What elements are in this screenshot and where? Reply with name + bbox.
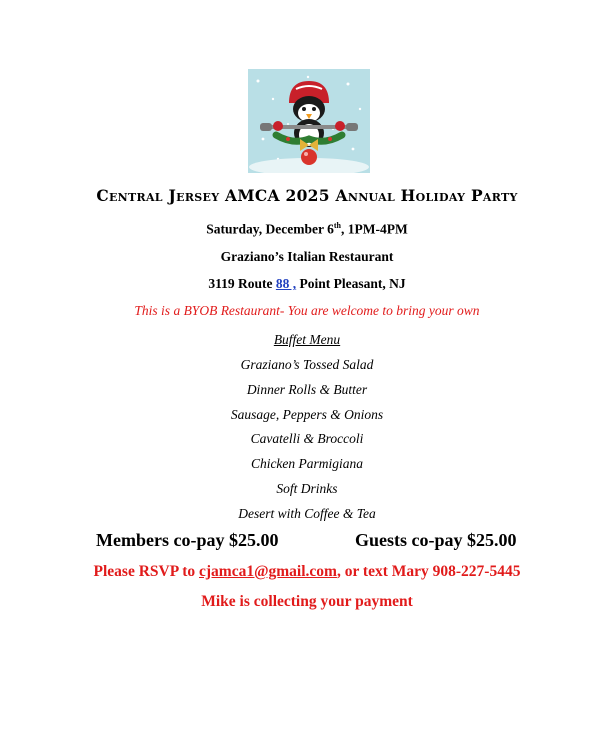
date-main: Saturday, December 6 <box>206 221 334 237</box>
byob-note: This is a BYOB Restaurant- You are welcome to bring your own <box>134 303 480 318</box>
menu-item: Cavatelli & Broccoli <box>250 431 364 446</box>
menu-item: Sausage, Peppers & Onions <box>230 407 384 422</box>
menu-heading: Buffet Menu <box>273 332 341 347</box>
payment-note: Mike is collecting your payment <box>201 593 413 610</box>
menu-item: Soft Drinks <box>276 481 338 496</box>
members-copay: Members co-pay $25.00 <box>96 530 279 550</box>
venue-address <box>0 276 614 292</box>
rsvp-suffix: , or text Mary 908-227-5445 <box>336 563 521 580</box>
rsvp-line <box>0 563 614 581</box>
event-title: Central Jersey AMCA 2025 Annual Holiday Party <box>96 186 518 205</box>
venue-name: Graziano’s Italian Restaurant <box>220 249 394 264</box>
guests-copay: Guests co-pay $25.00 <box>355 530 517 550</box>
event-date <box>0 221 614 238</box>
date-suffix: th <box>333 221 341 230</box>
email-link[interactable]: cjamca1@gmail.com <box>199 563 337 580</box>
rsvp-prefix: Please RSVP to <box>93 563 199 580</box>
menu-item: Desert with Coffee & Tea <box>238 506 376 521</box>
menu-item: Dinner Rolls & Butter <box>246 382 368 397</box>
address-after: Point Pleasant, NJ <box>296 276 406 291</box>
address-before: 3119 Route <box>208 276 276 291</box>
route-link[interactable]: 88 , <box>275 276 297 291</box>
date-time: , 1PM-4PM <box>341 221 408 237</box>
penguin-santa-icon <box>248 69 370 173</box>
menu-item: Chicken Parmigiana <box>250 456 364 471</box>
menu-item: Graziano’s Tossed Salad <box>240 357 374 372</box>
